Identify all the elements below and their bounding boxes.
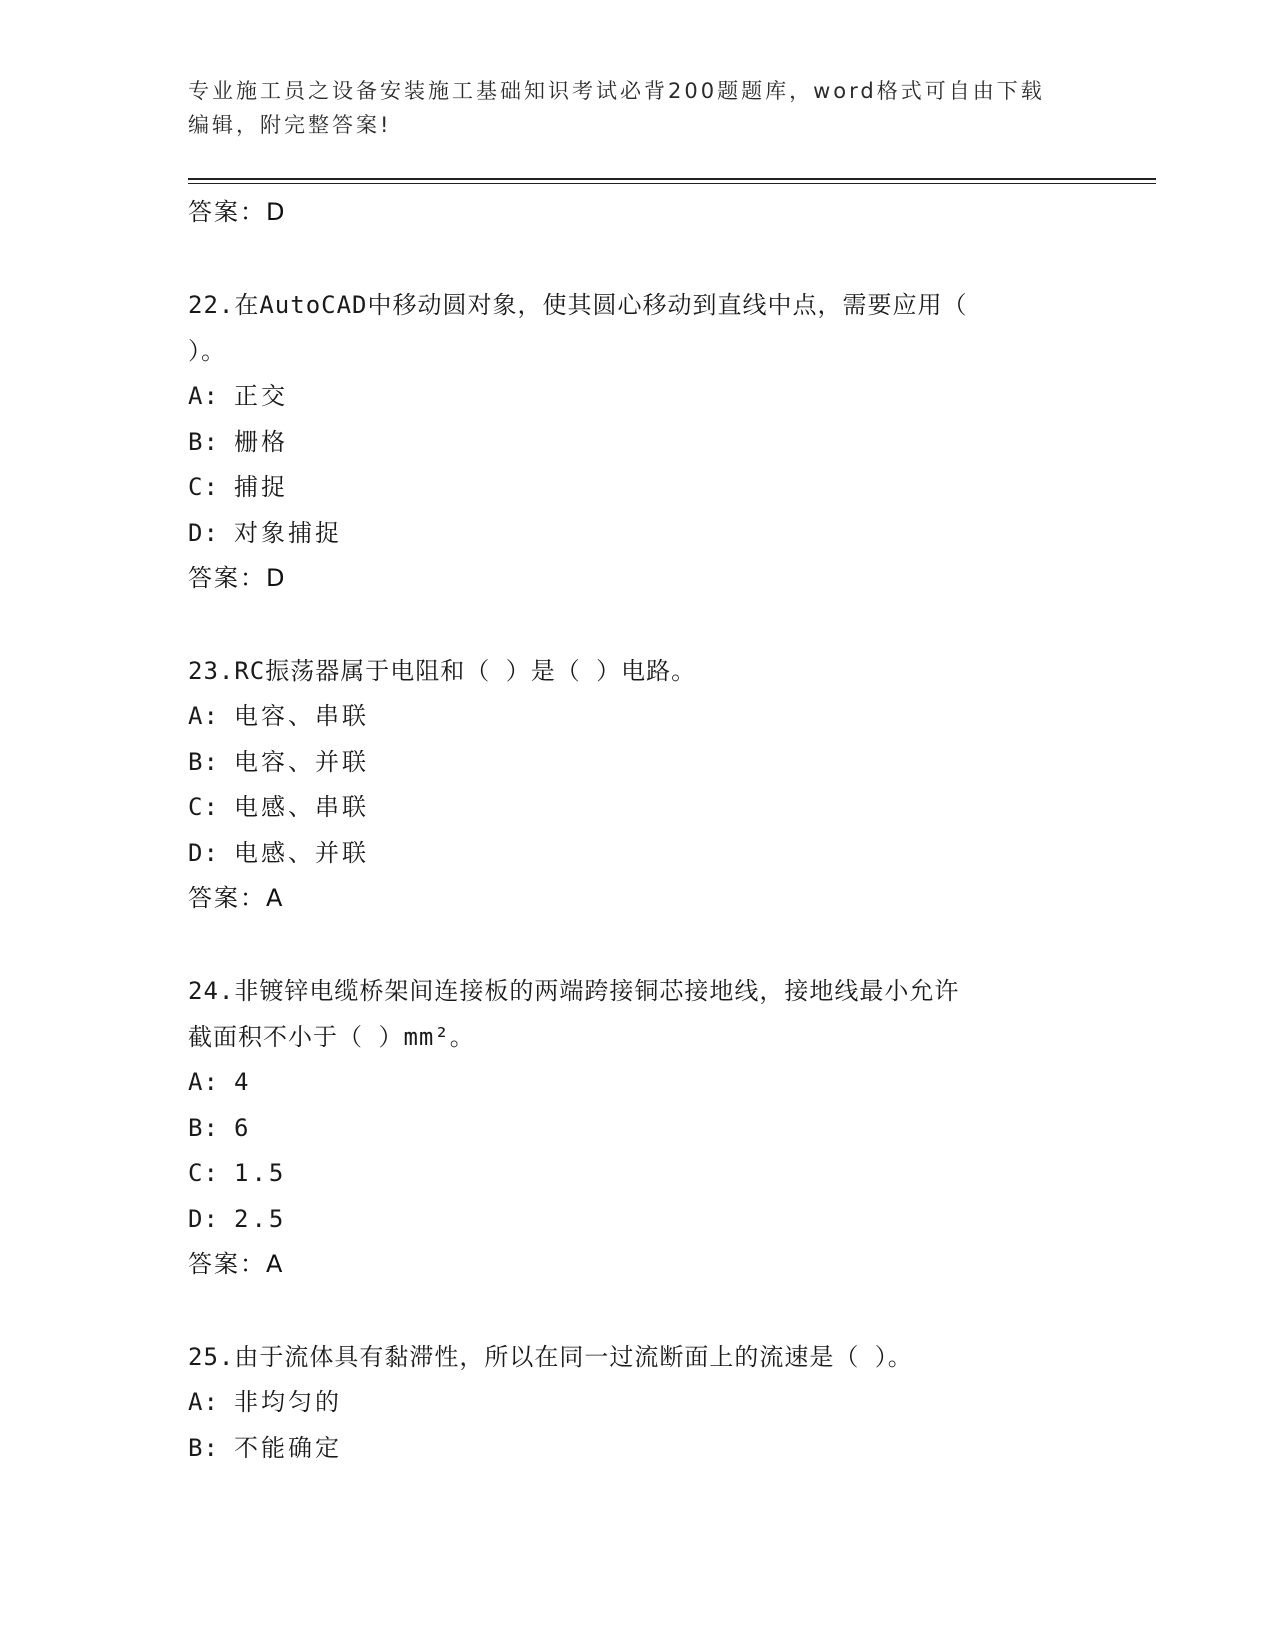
answer-line: 答案：D: [188, 564, 287, 592]
option-text: 对象捕捉: [234, 518, 342, 547]
option-c: [188, 465, 1118, 511]
question-list: [188, 190, 1118, 1471]
option-text: 正交: [234, 382, 288, 410]
option-text: 1.5: [234, 1159, 287, 1187]
option-text: 不能确定: [234, 1433, 342, 1462]
option-text: 4: [234, 1068, 252, 1096]
option-label: B:: [188, 427, 219, 456]
header-rule-thick: [188, 178, 1156, 180]
option-b: [188, 1426, 1118, 1472]
option-label: A:: [188, 382, 219, 410]
header-line-2: 编辑，附完整答案!: [188, 113, 392, 137]
option-label: D:: [188, 518, 219, 547]
question-text-continued: ）。: [188, 337, 226, 365]
option-label: C:: [188, 473, 219, 501]
option-text: 栅格: [234, 427, 288, 456]
answer-line: 答案：D: [188, 198, 287, 226]
answer-line: 答案：A: [188, 884, 285, 912]
option-a: [188, 374, 1118, 420]
question-text: 25.由于流体具有黏滞性，所以在同一过流断面上的流速是（ ）。: [188, 1343, 913, 1371]
option-label: B:: [188, 1433, 219, 1462]
option-text: 非均匀的: [234, 1388, 342, 1416]
option-c: [188, 785, 1118, 831]
question-block: [188, 968, 1118, 1286]
option-text: 电感、串联: [234, 793, 369, 821]
option-d: [188, 831, 1118, 877]
question-block: [188, 648, 1118, 920]
header-line-1: 专业施工员之设备安装施工基础知识考试必背200题题库，word格式可自由下载: [188, 79, 1045, 103]
question-text: 23.RC振荡器属于电阻和（ ）是（ ）电路。: [188, 657, 697, 685]
question-text: 22.在AutoCAD中移动圆对象，使其圆心移动到直线中点，需要应用（: [188, 291, 968, 319]
option-c: [188, 1151, 1118, 1197]
header-rule-thin: [188, 183, 1156, 184]
option-text: 电容、并联: [234, 747, 369, 776]
option-label: A:: [188, 1068, 219, 1096]
option-label: D:: [188, 1204, 219, 1233]
document-header: [188, 74, 1088, 142]
option-b: [188, 1106, 1118, 1152]
option-text: 电感、并联: [234, 838, 369, 867]
option-text: 捕捉: [234, 473, 288, 501]
option-b: [188, 420, 1118, 466]
option-a: [188, 1060, 1118, 1106]
question-text: 24.非镀锌电缆桥架间连接板的两端跨接铜芯接地线，接地线最小允许: [188, 977, 960, 1005]
option-label: A:: [188, 1388, 219, 1416]
option-label: D:: [188, 838, 219, 867]
option-text: 2.5: [234, 1204, 287, 1233]
option-a: [188, 1380, 1118, 1426]
option-a: [188, 694, 1118, 740]
option-text: 电容、串联: [234, 702, 369, 730]
option-label: C:: [188, 1159, 219, 1187]
option-label: A:: [188, 702, 219, 730]
question-text-continued: 截面积不小于（ ）mm²。: [188, 1023, 475, 1051]
option-d: [188, 1197, 1118, 1243]
answer-line: 答案：A: [188, 1250, 285, 1278]
question-block: [188, 282, 1118, 600]
option-text: 6: [234, 1113, 252, 1142]
option-b: [188, 740, 1118, 786]
option-d: [188, 511, 1118, 557]
option-label: B:: [188, 747, 219, 776]
option-label: B:: [188, 1113, 219, 1142]
question-block: [188, 1334, 1118, 1471]
option-label: C:: [188, 793, 219, 821]
